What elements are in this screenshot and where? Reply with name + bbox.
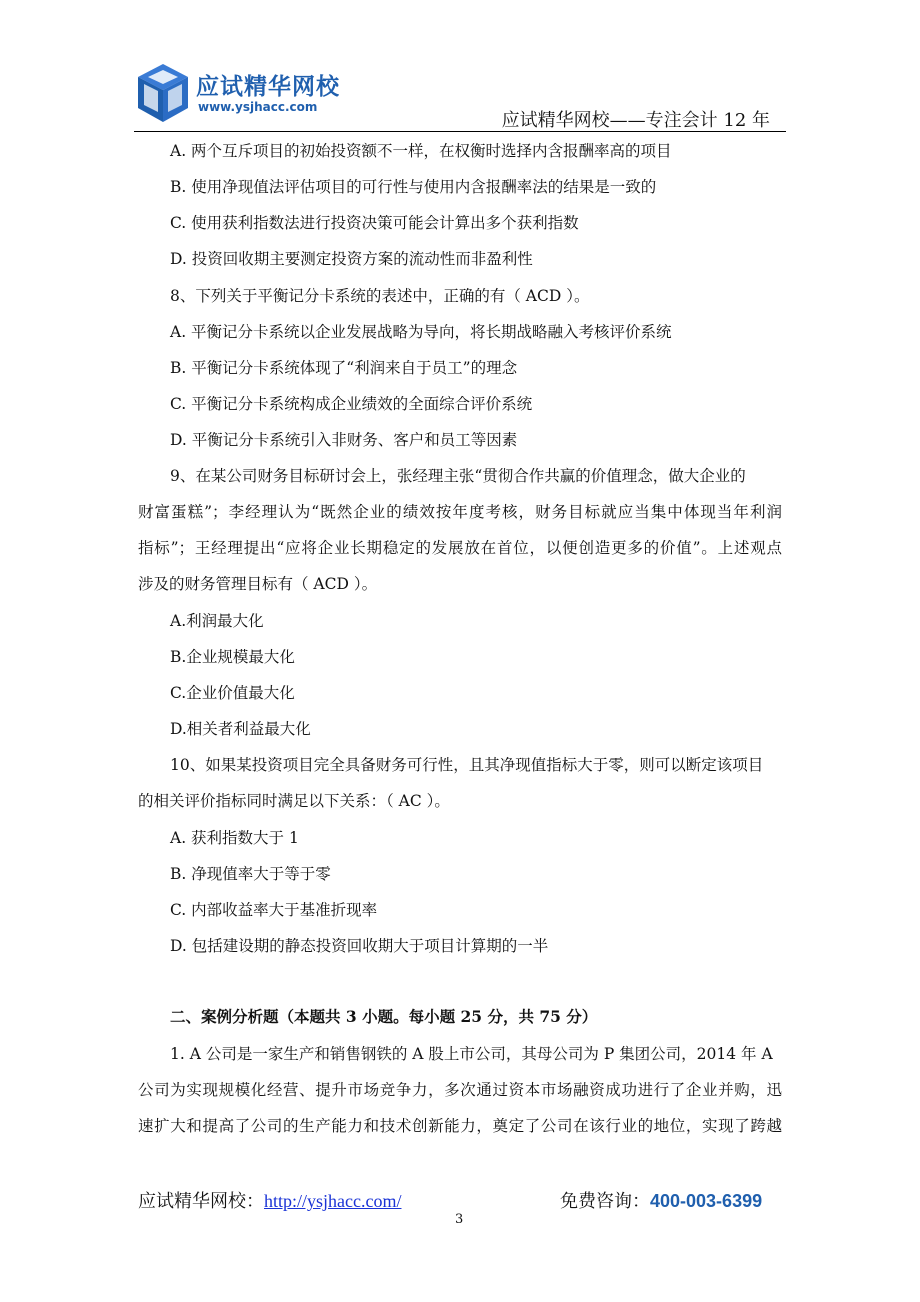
school-logo[interactable] [136,62,340,132]
option-line: D.相关者利益最大化 [170,720,311,738]
logo-url: www.ysjhacc.com [198,100,318,114]
case-paragraph: 速扩大和提高了公司的生产能力和技术创新能力，奠定了公司在该行业的地位，实现了跨越 [138,1117,782,1135]
phone-number[interactable]: 400-003-6399 [650,1191,763,1211]
footer-label: 应试精华网校： [138,1191,264,1212]
option-line: C.企业价值最大化 [170,684,295,702]
option-line: A.利润最大化 [170,612,264,630]
page-number: 3 [455,1212,464,1227]
header-divider [134,131,786,132]
case-paragraph: 1. A 公司是一家生产和销售钢铁的 A 股上市公司，其母公司为 P 集团公司，2014 年 A [170,1045,773,1063]
option-line: B. 平衡记分卡系统体现了“利润来自于员工”的理念 [170,359,518,377]
header-tagline: 应试精华网校——专注会计 12 年 [501,110,770,131]
question-8: 8、下列关于平衡记分卡系统的表述中，正确的有（ ACD ）。 [170,287,590,305]
footer-link[interactable]: http://ysjhacc.com/ [264,1191,402,1211]
option-line: B. 净现值率大于等于零 [170,865,331,883]
option-line: D. 平衡记分卡系统引入非财务、客户和员工等因素 [170,431,518,449]
case-paragraph: 公司为实现规模化经营、提升市场竞争力，多次通过资本市场融资成功进行了企业并购，迅 [138,1081,782,1099]
cube-logo-icon [136,62,190,124]
question-9-text: 涉及的财务管理目标有（ ACD ）。 [138,575,378,593]
logo-name: 应试精华网校 [196,74,340,100]
option-line: A. 获利指数大于 1 [170,829,299,847]
section-heading: 二、案例分析题（本题共 3 小题。每小题 25 分，共 75 分） [170,1007,598,1026]
option-line: C. 使用获利指数法进行投资决策可能会计算出多个获利指数 [170,214,579,232]
footer-school [138,1187,401,1213]
footer-consult [560,1187,762,1213]
question-9: 9、在某公司财务目标研讨会上，张经理主张“贯彻合作共赢的价值理念，做大企业的 [170,467,746,485]
option-line: A. 两个互斥项目的初始投资额不一样，在权衡时选择内含报酬率高的项目 [170,142,672,160]
consult-label: 免费咨询： [560,1191,650,1212]
option-line: D. 投资回收期主要测定投资方案的流动性而非盈利性 [170,250,533,268]
question-9-text: 指标”；王经理提出“应将企业长期稳定的发展放在首位，以便创造更多的价值”。上述观点 [138,539,782,557]
question-10-text: 的相关评价指标同时满足以下关系：（ AC ）。 [138,792,450,810]
option-line: B.企业规模最大化 [170,648,295,666]
question-10: 10、如果某投资项目完全具备财务可行性，且其净现值指标大于零，则可以断定该项目 [170,756,764,774]
question-9-text: 财富蛋糕”；李经理认为“既然企业的绩效按年度考核，财务目标就应当集中体现当年利润 [138,503,782,521]
option-line: B. 使用净现值法评估项目的可行性与使用内含报酬率法的结果是一致的 [170,178,657,196]
option-line: C. 平衡记分卡系统构成企业绩效的全面综合评价系统 [170,395,533,413]
option-line: A. 平衡记分卡系统以企业发展战略为导向，将长期战略融入考核评价系统 [170,323,672,341]
option-line: C. 内部收益率大于基准折现率 [170,901,378,919]
option-line: D. 包括建设期的静态投资回收期大于项目计算期的一半 [170,937,549,955]
